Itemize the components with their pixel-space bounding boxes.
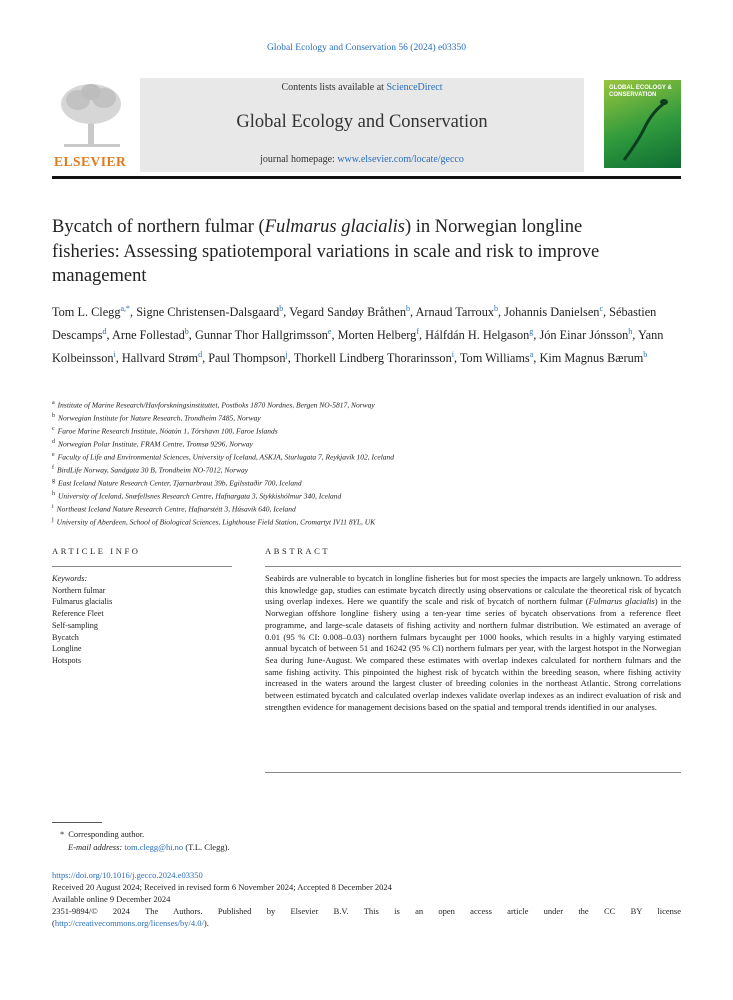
author[interactable]: Arne Follestad xyxy=(112,328,185,343)
keyword: Self-sampling xyxy=(52,620,98,630)
abstract-heading: ABSTRACT xyxy=(265,546,331,556)
article-title xyxy=(52,215,652,289)
homepage-prefix: journal homepage: xyxy=(260,154,338,165)
keyword: Reference Fleet xyxy=(52,609,104,619)
sciencedirect-link[interactable]: ScienceDirect xyxy=(386,82,443,93)
author-affiliation-marker[interactable]: c xyxy=(599,304,604,313)
affiliation-marker: j xyxy=(52,517,54,523)
abstract-text xyxy=(265,573,681,713)
author-separator: , xyxy=(453,351,460,366)
license-line: 2351-9894/© 2024 The Authors. Published by Elsevier B.V. This is an open access article under the CC BY license xyxy=(52,906,681,916)
affiliation-marker: f xyxy=(52,465,54,471)
affiliation-text: University of Aberdeen, School of Biological Sciences, Lighthouse Field Station, Cromartyt IV11 8YL, UK xyxy=(56,517,376,527)
keyword: Bycatch xyxy=(52,632,79,642)
author-affiliation-marker[interactable]: a xyxy=(529,350,534,360)
article-info-heading: ARTICLE INFO xyxy=(52,546,141,556)
affiliation xyxy=(52,411,682,424)
author[interactable]: Hálfdán H. Helgason xyxy=(425,328,530,343)
keywords-list xyxy=(52,585,242,667)
author-separator: , xyxy=(283,305,290,320)
license-url-line: (http://creativecommons.org/licenses/by/4.0/). xyxy=(52,918,209,928)
affiliation-marker: g xyxy=(52,478,55,484)
author-separator: , xyxy=(331,328,338,343)
author[interactable]: Johannis Danielsen xyxy=(504,305,600,320)
abstract-part: Seabirds are vulnerable to bycatch in longline fisheries but for most species the impacts are largely unknown. To address this knowledge gap, studies can estimate bycatch directly using observations or calculate the theoretical risk of bycatch using overlap indexes. Here we quantify the scale and risk of bycatch of northern fulmar ( xyxy=(265,573,681,607)
keyword: Northern fulmar xyxy=(52,585,106,595)
author-affiliation-marker[interactable]: j xyxy=(285,350,288,360)
author[interactable]: Hallvard Strøm xyxy=(121,351,199,366)
author-separator: , xyxy=(603,305,610,320)
author-separator: , xyxy=(410,305,416,320)
author-separator: , xyxy=(418,328,426,343)
affiliation-list xyxy=(52,398,682,528)
abstract-bottom-rule xyxy=(265,772,681,773)
author[interactable]: Yann Kolbeinsson xyxy=(52,328,664,366)
footnote xyxy=(52,828,682,854)
affiliation xyxy=(52,476,682,489)
journal-reference[interactable]: Global Ecology and Conservation 56 (2024) e03350 xyxy=(267,43,466,53)
title-part: ) in Norwegian longline fisheries: Assessing spatiotemporal variations in scale and risk to improve management xyxy=(52,217,600,286)
affiliation-marker: c xyxy=(52,426,55,432)
author[interactable]: Jón Einar Jónsson xyxy=(539,328,629,343)
affiliation xyxy=(52,502,682,515)
affiliation xyxy=(52,489,682,502)
author-separator: , xyxy=(287,351,294,366)
author[interactable]: Thorkell Lindberg Thorarinsson xyxy=(293,351,452,366)
author-separator: , xyxy=(632,328,638,343)
journal-title: Global Ecology and Conservation xyxy=(236,112,488,132)
affiliation xyxy=(52,515,682,528)
affiliation-text: University of Iceland, Snæfellsnes Research Centre, Hafnargata 3, Stykkishólmur 340, Iceland xyxy=(58,491,342,501)
author-affiliation-marker[interactable]: b xyxy=(643,350,648,360)
affiliation-text: Faroe Marine Research Institute, Nóatún 1, Tórshavn 100, Faroe Islands xyxy=(57,426,278,436)
author[interactable]: Arnaud Tarroux xyxy=(415,305,494,320)
author-affiliation-marker[interactable]: b xyxy=(279,304,284,313)
author[interactable]: Signe Christensen-Dalsgaard xyxy=(136,305,280,320)
cover-title: GLOBAL ECOLOGY & CONSERVATION xyxy=(609,85,672,98)
author-separator: , xyxy=(115,351,122,366)
keyword: Hotspots xyxy=(52,655,82,665)
author[interactable]: Gunnar Thor Hallgrimsson xyxy=(194,328,328,343)
author-affiliation-marker[interactable]: e xyxy=(327,327,332,337)
author-separator: , xyxy=(130,305,137,320)
author-affiliation-marker[interactable]: i xyxy=(113,350,116,360)
keyword: Longline xyxy=(52,644,82,654)
email-label: E-mail address: xyxy=(68,842,123,852)
license-link[interactable]: http://creativecommons.org/licenses/by/4.0/ xyxy=(54,918,204,928)
article-footer xyxy=(52,869,681,929)
contents-prefix: Contents lists available at xyxy=(281,82,387,93)
affiliation-text: Institute of Marine Research/Havforskningsinstituttet, Postboks 1870 Nordnes, Bergen NO-5817, Norway xyxy=(57,400,375,410)
journal-banner xyxy=(140,78,584,172)
title-species: Fulmarus glacialis xyxy=(264,217,405,237)
author[interactable]: Tom Williams xyxy=(459,351,530,366)
received-dates: Received 20 August 2024; Received in revised form 6 November 2024; Accepted 8 December 2024 xyxy=(52,882,392,892)
affiliation-marker: a xyxy=(52,400,55,406)
footnote-rule xyxy=(52,822,102,823)
affiliation-text: BirdLife Norway, Sandgata 30 B, Trondheim NO-7012, Norway xyxy=(57,465,249,475)
author-affiliation-marker[interactable]: h xyxy=(628,327,633,337)
affiliation-text: Faculty of Life and Environmental Sciences, University of Iceland, ASKJA, Sturlugata 7, Reykjavík 102, Iceland xyxy=(57,452,395,462)
affiliation-marker: d xyxy=(52,439,55,445)
elsevier-wordmark: ELSEVIER xyxy=(54,154,127,169)
article-info-rule xyxy=(52,566,232,567)
affiliation xyxy=(52,398,682,411)
affiliation xyxy=(52,450,682,463)
keywords-section xyxy=(52,573,242,667)
affiliation-text: Northeast Iceland Nature Research Centre, Hafnarstétt 3, Húsavík 640, Iceland xyxy=(56,504,296,514)
author-affiliation-marker[interactable]: b xyxy=(184,327,189,337)
email-suffix: (T.L. Clegg). xyxy=(185,842,230,852)
abstract-rule xyxy=(265,566,681,567)
affiliation xyxy=(52,437,682,450)
homepage-line xyxy=(140,154,584,165)
affiliation-text: Norwegian Polar Institute, FRAM Centre, Tromsø 9296, Norway xyxy=(58,439,253,449)
journal-header xyxy=(52,78,681,172)
author-affiliation-marker[interactable]: f xyxy=(416,327,419,337)
doi-link[interactable]: https://doi.org/10.1016/j.gecco.2024.e03350 xyxy=(52,870,203,880)
author-affiliation-marker[interactable]: g xyxy=(529,327,534,337)
author-affiliation-marker[interactable]: a,* xyxy=(120,304,131,313)
header-rule xyxy=(52,176,681,179)
email-link[interactable]: tom.clegg@hi.no xyxy=(124,842,184,852)
contents-line xyxy=(140,82,584,93)
journal-cover-image xyxy=(604,80,681,168)
abstract-part: ) in the Norwegian offshore longline fishery using a ten-year time series of bycatch observations from a reference fleet programme, and large-scale datasets of fishing activity and northern fulmar distribution. We estimated an average of 0.01 (95 % CI: 0.008–0.03) northern fulmars bycaught per 1000 hooks, which results in a highly varying estimated annual bycatch of between 51 and 16242 (95 % CI) northern fulmars per year, with the largest hotspot in the Norwegian Sea during June-August. We compared these estimates with overlap indexes calculated for northern fulmars and the same fishing activity. This pinpointed the highest risk of bycatch within the breeding season, where fishing activity increased in the waters around the largest cluster of breeding colonies in the northeast Atlantic. Strong correlations between estimated bycatch and calculated overlap indexes validate overlap indexes as an indirect evaluation of risk and strengthen evidence for management decisions based on the spatial and temporal trends identified in our analyses. xyxy=(265,596,682,712)
author-list xyxy=(52,299,682,368)
keyword: Fulmarus glacialis xyxy=(52,597,113,607)
author-affiliation-marker[interactable]: b xyxy=(406,304,411,313)
author-separator: , xyxy=(202,351,209,366)
author[interactable]: Tom L. Clegg xyxy=(52,305,121,320)
corresponding-note: * Corresponding author. xyxy=(60,829,145,839)
author-separator: , xyxy=(498,305,505,320)
keywords-label: Keywords: xyxy=(52,574,88,583)
author[interactable]: Morten Helberg xyxy=(337,328,417,343)
corresponding-label: Corresponding author. xyxy=(68,829,145,839)
homepage-link[interactable]: www.elsevier.com/locate/gecco xyxy=(337,154,464,165)
title-part: Bycatch of northern fulmar ( xyxy=(52,217,265,237)
affiliation xyxy=(52,463,682,476)
author-affiliation-marker[interactable]: b xyxy=(494,304,498,313)
affiliation-marker: i xyxy=(52,504,54,510)
available-online: Available online 9 December 2024 xyxy=(52,894,171,904)
affiliation-marker: e xyxy=(52,452,55,458)
author-separator: , xyxy=(533,351,540,366)
author[interactable]: Sébastien Descamps xyxy=(52,305,657,343)
affiliation-text: East Iceland Nature Research Center, Tjarnarbraut 39b, Egilsstaðir 700, Iceland xyxy=(58,478,302,488)
author-affiliation-marker[interactable]: d xyxy=(198,350,203,360)
author-separator: , xyxy=(533,328,540,343)
affiliation-marker: h xyxy=(52,491,55,497)
affiliation xyxy=(52,424,682,437)
abstract-species: Fulmarus glacialis xyxy=(588,596,655,607)
author[interactable]: Kim Magnus Bærum xyxy=(539,351,644,366)
author-separator: , xyxy=(188,328,195,343)
affiliation-marker: b xyxy=(52,413,55,419)
author-affiliation-marker[interactable]: i xyxy=(451,350,454,360)
author[interactable]: Paul Thompson xyxy=(208,351,286,366)
affiliation-text: Norwegian Institute for Nature Research, Trondheim 7485, Norway xyxy=(58,413,261,423)
author-affiliation-marker[interactable]: d xyxy=(102,327,107,337)
author[interactable]: Vegard Sandøy Bråthen xyxy=(289,305,407,320)
elsevier-tree-logo xyxy=(52,80,132,168)
author-separator: , xyxy=(106,328,113,343)
email-line xyxy=(52,841,682,854)
